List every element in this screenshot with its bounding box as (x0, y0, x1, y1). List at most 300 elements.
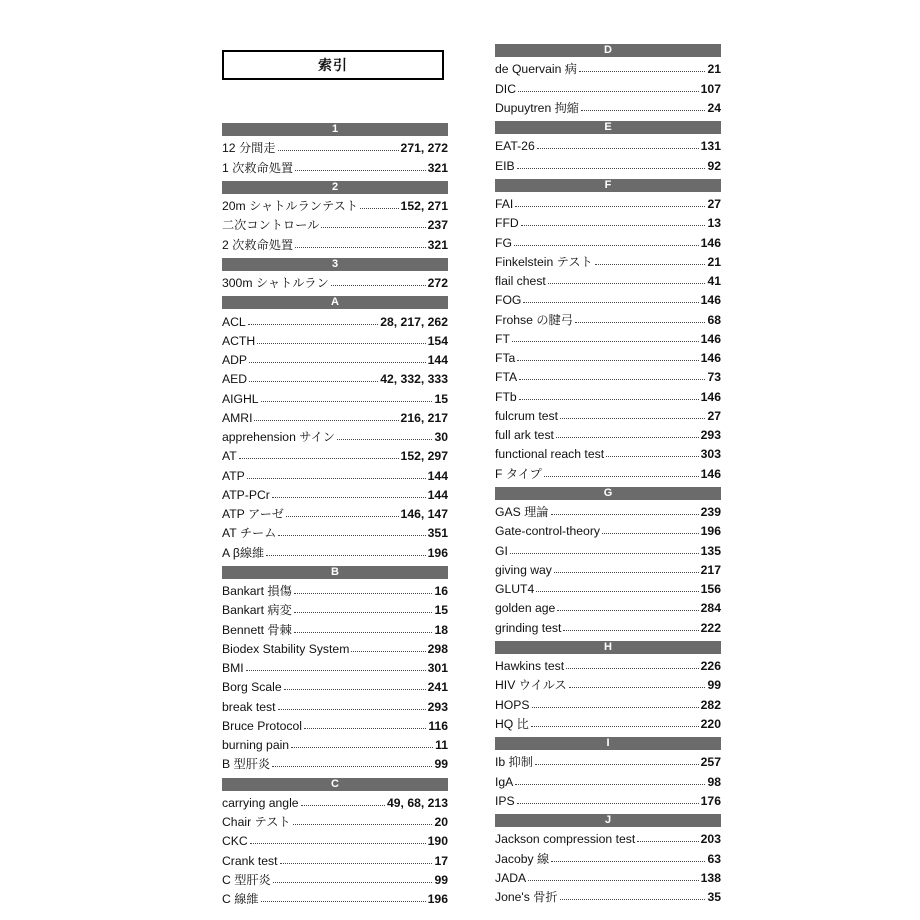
entry-term: Gate-control-theory (495, 524, 600, 539)
entry-pages: 41 (707, 274, 721, 288)
leader-dots (595, 264, 706, 265)
leader-dots (294, 593, 433, 594)
leader-dots (569, 687, 706, 688)
leader-dots (551, 514, 699, 515)
entry-pages: 146, 147 (400, 507, 448, 521)
leader-dots (294, 612, 433, 613)
leader-dots (272, 497, 426, 498)
entry-term: Dupuytren 拘縮 (495, 100, 579, 115)
section-header-j: J (495, 814, 721, 827)
entry-pages: 144 (427, 353, 448, 367)
leader-dots (521, 225, 706, 226)
entry-term: Bankart 損傷 (222, 584, 292, 598)
entry-term: AMRI (222, 410, 253, 425)
index-entry (495, 657, 721, 676)
entry-term: Bankart 病変 (222, 603, 292, 618)
entry-term: GI (495, 543, 508, 558)
leader-dots (360, 208, 398, 209)
index-entry (222, 409, 448, 428)
index-entry (495, 792, 721, 811)
index-entry (495, 503, 721, 522)
index-entry (222, 197, 448, 216)
index-entry (222, 544, 448, 563)
entry-pages: 146 (700, 466, 721, 481)
entry-term: Biodex Stability System (222, 641, 350, 656)
index-entry (495, 599, 721, 618)
leader-dots (556, 437, 699, 438)
leader-dots (602, 533, 699, 534)
entry-term: EAT-26 (495, 139, 535, 154)
entry-term: 20m シャトルランテスト (222, 199, 359, 213)
entry-pages: 15 (434, 603, 448, 618)
leader-dots (536, 591, 698, 592)
entry-pages: 24 (707, 100, 721, 115)
entry-term: AED (222, 372, 248, 387)
entry-pages: 298 (427, 641, 448, 656)
entry-pages: 237 (427, 218, 448, 233)
index-entry (495, 561, 721, 580)
entry-pages: 152, 297 (400, 449, 448, 464)
entry-pages: 190 (427, 834, 448, 849)
entry-pages: 220 (700, 716, 721, 731)
entry-term: fulcrum test (495, 408, 558, 423)
index-entry (495, 253, 721, 272)
entry-pages: 321 (427, 160, 448, 175)
entry-pages: 216, 217 (400, 410, 448, 425)
index-entry (495, 426, 721, 445)
section-header-b: B (222, 566, 448, 579)
leader-dots (249, 362, 426, 363)
leader-dots (560, 899, 706, 900)
entry-term: FTa (495, 351, 516, 365)
entry-term: BMI (222, 661, 244, 675)
entry-term: full ark test (495, 428, 554, 442)
entry-term: Bruce Protocol (222, 718, 302, 733)
leader-dots (515, 206, 705, 207)
entry-term: AT チーム (222, 526, 277, 541)
section-header-h: H (495, 641, 721, 654)
entry-pages: 27 (707, 408, 721, 423)
index-entry (495, 445, 721, 464)
index-entry (222, 794, 448, 813)
entry-pages: 217 (700, 562, 721, 577)
entry-term: HOPS (495, 697, 530, 712)
entry-term: B 型肝炎 (222, 757, 271, 772)
entry-pages: 16 (434, 584, 448, 598)
index-entry (495, 349, 721, 368)
entry-term: break test (222, 699, 276, 714)
leader-dots (261, 401, 433, 402)
entry-term: 2 次救命処置 (222, 237, 294, 252)
entry-pages: 196 (700, 524, 721, 539)
index-entry (222, 871, 448, 890)
entry-pages: 257 (700, 755, 721, 770)
index-entry (495, 522, 721, 541)
leader-dots (293, 824, 433, 825)
entry-pages: 35 (707, 890, 721, 904)
entry-term: 12 分間走 (222, 141, 276, 156)
entry-term: FG (495, 235, 512, 250)
entry-term: burning pain (222, 738, 290, 752)
leader-dots (301, 805, 385, 806)
entry-pages: 196 (427, 892, 448, 906)
entry-pages: 321 (427, 237, 448, 252)
entry-pages: 226 (700, 659, 721, 673)
index-entry (495, 311, 721, 330)
section-header-f: F (495, 179, 721, 192)
entry-term: carrying angle (222, 795, 299, 810)
leader-dots (535, 764, 699, 765)
entry-pages: 15 (434, 391, 448, 406)
section-header-a: A (222, 296, 448, 309)
entry-term: JADA (495, 870, 527, 885)
entry-term: Borg Scale (222, 680, 282, 695)
leader-dots (278, 535, 425, 536)
index-entry (222, 601, 448, 620)
entry-pages: 18 (434, 622, 448, 637)
leader-dots (512, 341, 699, 342)
entry-term: giving way (495, 562, 552, 577)
section-header-1: 1 (222, 123, 448, 136)
entry-term: AIGHL (222, 391, 259, 406)
leader-dots (560, 418, 705, 419)
entry-term: IPS (495, 793, 515, 808)
leader-dots (515, 784, 705, 785)
entry-term: FOG (495, 293, 522, 308)
index-entry (222, 755, 448, 774)
entry-pages: 99 (434, 757, 448, 772)
leader-dots (557, 610, 698, 611)
index-entry (495, 214, 721, 233)
entry-pages: 146 (700, 389, 721, 404)
entry-pages: 107 (700, 81, 721, 96)
entry-term: FT (495, 331, 510, 346)
entry-pages: 135 (700, 543, 721, 558)
index-entry (495, 272, 721, 291)
index-entry (222, 659, 448, 678)
leader-dots (531, 726, 699, 727)
index-entry (495, 753, 721, 772)
entry-term: ADP (222, 353, 248, 367)
index-entry (495, 465, 721, 484)
index-entry (222, 736, 448, 755)
entry-term: Jackson compression test (495, 832, 636, 847)
entry-term: ACTH (222, 333, 256, 348)
entry-pages: 282 (700, 697, 721, 712)
entry-term: AT (222, 449, 237, 464)
entry-term: 二次コントロール (222, 218, 320, 233)
index-entry (495, 888, 721, 907)
entry-term: ATP (222, 468, 245, 483)
section-header-g: G (495, 487, 721, 500)
entry-term: FTA (495, 370, 518, 385)
leader-dots (286, 516, 399, 517)
index-entry (222, 852, 448, 871)
leader-dots (517, 168, 706, 169)
index-entry (495, 619, 721, 638)
entry-term: C 線維 (222, 892, 259, 906)
entry-pages: 17 (434, 853, 448, 868)
index-entry (495, 676, 721, 695)
leader-dots (295, 170, 426, 171)
entry-pages: 99 (434, 872, 448, 887)
entry-term: ATP アーゼ (222, 507, 284, 521)
entry-term: Ib 抑制 (495, 755, 533, 770)
entry-pages: 272 (427, 276, 448, 290)
entry-pages: 301 (427, 661, 448, 675)
entry-pages: 144 (427, 468, 448, 483)
index-entry (222, 717, 448, 736)
index-entry (495, 696, 721, 715)
index-entry (222, 505, 448, 524)
entry-pages: 241 (427, 680, 448, 695)
leader-dots (510, 553, 699, 554)
entry-pages: 146 (700, 351, 721, 365)
entry-pages: 30 (434, 430, 448, 444)
leader-dots (537, 148, 699, 149)
entry-term: ACL (222, 314, 246, 329)
entry-pages: 152, 271 (400, 199, 448, 213)
entry-term: F タイプ (495, 466, 542, 481)
section-header-c: C (222, 778, 448, 791)
leader-dots (517, 360, 698, 361)
leader-dots (250, 843, 426, 844)
index-entry (495, 869, 721, 888)
leader-dots (606, 456, 699, 457)
entry-term: CKC (222, 834, 248, 849)
entry-term: ATP-PCr (222, 487, 270, 502)
index-entry (222, 313, 448, 332)
entry-pages: 131 (700, 139, 721, 154)
leader-dots (295, 247, 426, 248)
leader-dots (581, 110, 705, 111)
index-entry (495, 99, 721, 118)
entry-term: Jone's 骨折 (495, 890, 558, 904)
entry-pages: 146 (700, 293, 721, 308)
entry-term: 300m シャトルラン (222, 276, 329, 290)
entry-pages: 116 (428, 718, 448, 733)
leader-dots (284, 689, 426, 690)
index-entry (222, 236, 448, 255)
entry-term: DIC (495, 81, 516, 96)
leader-dots (254, 420, 398, 421)
entry-pages: 144 (427, 487, 448, 502)
index-entry (222, 332, 448, 351)
entry-pages: 21 (707, 254, 721, 269)
entry-pages: 99 (707, 678, 721, 693)
entry-pages: 21 (707, 62, 721, 77)
section-header-d: D (495, 44, 721, 57)
index-entry (495, 407, 721, 426)
leader-dots (519, 379, 705, 380)
entry-pages: 351 (427, 526, 448, 541)
entry-pages: 138 (700, 870, 721, 885)
entry-term: GAS 理論 (495, 505, 549, 519)
index-entry (495, 715, 721, 734)
entry-pages: 98 (707, 774, 721, 789)
index-entry (495, 157, 721, 176)
entry-term: Finkelstein テスト (495, 254, 593, 269)
index-entry (222, 832, 448, 851)
entry-pages: 293 (700, 428, 721, 442)
entry-term: FAI (495, 197, 514, 211)
index-entry (495, 60, 721, 79)
entry-term: A β線維 (222, 545, 265, 560)
entry-pages: 203 (700, 832, 721, 847)
index-entry (222, 678, 448, 697)
entry-term: EIB (495, 158, 515, 173)
leader-dots (554, 572, 699, 573)
entry-pages: 49, 68, 213 (387, 795, 448, 810)
entry-pages: 20 (434, 815, 448, 829)
index-entry (222, 890, 448, 909)
entry-pages: 154 (427, 333, 448, 348)
entry-term: IgA (495, 774, 514, 789)
entry-pages: 73 (707, 370, 721, 385)
entry-pages: 13 (707, 216, 721, 231)
leader-dots (331, 285, 426, 286)
entry-term: Jacoby 線 (495, 851, 550, 866)
leader-dots (272, 766, 432, 767)
entry-pages: 284 (700, 601, 721, 616)
entry-term: HIV ウイルス (495, 678, 567, 693)
leader-dots (563, 630, 698, 631)
entry-term: GLUT4 (495, 582, 535, 596)
leader-dots (239, 458, 399, 459)
leader-dots (294, 632, 433, 633)
index-entry (222, 216, 448, 235)
leader-dots (278, 709, 426, 710)
index-entry (222, 467, 448, 486)
leader-dots (291, 747, 433, 748)
entry-pages: 156 (700, 582, 721, 596)
leader-dots (518, 91, 699, 92)
leader-dots (249, 381, 378, 382)
index-entry (495, 137, 721, 156)
entry-term: golden age (495, 601, 556, 616)
entry-pages: 303 (700, 447, 721, 462)
index-entry (495, 195, 721, 214)
entry-term: apprehension サイン (222, 430, 335, 444)
index-entry (222, 428, 448, 447)
leader-dots (247, 478, 426, 479)
entry-term: Chair テスト (222, 815, 291, 829)
entry-term: C 型肝炎 (222, 872, 271, 887)
entry-term: functional reach test (495, 447, 605, 462)
entry-pages: 196 (427, 545, 448, 560)
index-entry (495, 773, 721, 792)
index-entry (222, 447, 448, 466)
entry-term: de Quervain 病 (495, 62, 577, 77)
entry-pages: 27 (707, 197, 721, 211)
entry-pages: 11 (435, 738, 448, 752)
leader-dots (519, 399, 699, 400)
entry-pages: 42, 332, 333 (380, 372, 448, 387)
entry-pages: 92 (707, 158, 721, 173)
entry-pages: 68 (707, 312, 721, 327)
leader-dots (278, 150, 399, 151)
index-entry (222, 351, 448, 370)
index-entry (495, 291, 721, 310)
section-header-3: 3 (222, 258, 448, 271)
leader-dots (261, 901, 426, 902)
leader-dots (257, 343, 425, 344)
entry-pages: 271, 272 (400, 141, 448, 156)
index-entry (222, 486, 448, 505)
index-title: 索引 (222, 50, 444, 80)
leader-dots (551, 861, 705, 862)
index-entry (495, 80, 721, 99)
leader-dots (337, 439, 432, 440)
entry-term: grinding test (495, 620, 562, 635)
index-entry (222, 390, 448, 409)
leader-dots (637, 841, 698, 842)
section-header-2: 2 (222, 181, 448, 194)
entry-pages: 146 (700, 235, 721, 250)
entry-term: HQ 比 (495, 716, 529, 731)
leader-dots (532, 707, 699, 708)
entry-term: Bennett 骨棘 (222, 622, 292, 637)
entry-pages: 239 (700, 505, 721, 519)
entry-pages: 176 (700, 793, 721, 808)
leader-dots (246, 670, 426, 671)
index-entry (222, 640, 448, 659)
index-entry (495, 330, 721, 349)
section-header-i: I (495, 737, 721, 750)
entry-pages: 293 (427, 699, 448, 714)
leader-dots (548, 283, 706, 284)
entry-term: flail chest (495, 274, 546, 288)
leader-dots (579, 71, 705, 72)
index-entry (495, 388, 721, 407)
entry-term: FTb (495, 389, 517, 404)
leader-dots (321, 227, 425, 228)
entry-term: FFD (495, 216, 519, 231)
leader-dots (566, 668, 699, 669)
leader-dots (575, 322, 706, 323)
index-entry (222, 159, 448, 178)
leader-dots (544, 476, 699, 477)
section-header-e: E (495, 121, 721, 134)
entry-pages: 63 (707, 851, 721, 866)
index-entry (495, 368, 721, 387)
entry-pages: 28, 217, 262 (380, 314, 448, 329)
index-entry (495, 580, 721, 599)
index-entry (222, 698, 448, 717)
index-entry (222, 274, 448, 293)
leader-dots (351, 651, 425, 652)
index-entry (222, 139, 448, 158)
index-entry (222, 370, 448, 389)
leader-dots (304, 728, 426, 729)
index-entry (495, 850, 721, 869)
entry-pages: 222 (700, 620, 721, 635)
leader-dots (514, 245, 699, 246)
index-entry (495, 830, 721, 849)
index-entry (222, 813, 448, 832)
leader-dots (528, 880, 699, 881)
entry-term: 1 次救命処置 (222, 160, 294, 175)
leader-dots (266, 555, 425, 556)
entry-term: Crank test (222, 853, 278, 868)
leader-dots (273, 882, 433, 883)
index-entry (495, 542, 721, 561)
leader-dots (523, 302, 698, 303)
entry-pages: 146 (700, 331, 721, 346)
index-entry (222, 524, 448, 543)
index-entry (222, 621, 448, 640)
entry-term: Frohse の腱弓 (495, 312, 573, 327)
